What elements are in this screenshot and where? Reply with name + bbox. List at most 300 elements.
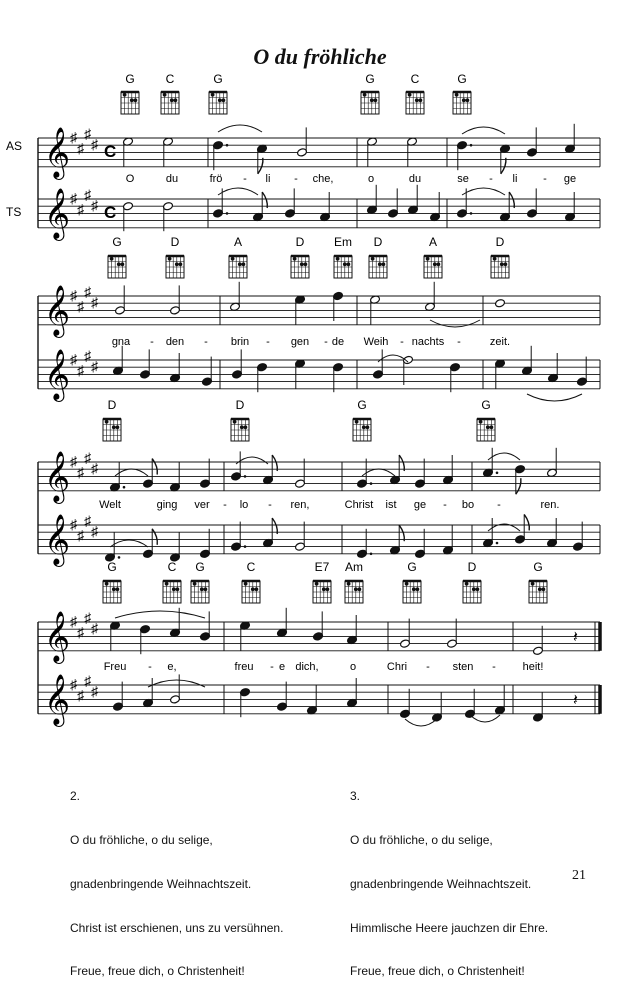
chord-diagram-icon <box>291 256 309 278</box>
finger-dot <box>315 582 319 586</box>
chord-diagram-icon <box>231 419 249 441</box>
slur <box>462 188 505 195</box>
note <box>170 674 181 704</box>
sharp-icon: ♯ <box>70 190 77 206</box>
note <box>367 137 378 167</box>
chord-symbol: D <box>495 235 505 249</box>
note <box>113 346 124 376</box>
finger-dot <box>433 262 437 266</box>
lyric-syllable: - <box>492 661 496 673</box>
sharp-icon: ♯ <box>91 683 98 700</box>
chord-symbol: D <box>235 398 245 412</box>
note-dot <box>370 482 373 485</box>
note <box>143 678 154 708</box>
lyric-syllable: du <box>408 173 422 185</box>
note <box>415 459 426 489</box>
chord-diagram-icon <box>163 581 181 603</box>
finger-dot <box>343 262 347 266</box>
slur <box>218 188 258 195</box>
lyric-syllable: sten <box>452 661 474 673</box>
note <box>333 363 344 393</box>
verse-line: Himmlische Heere jauchzen dir Ehre. <box>350 920 549 935</box>
chord-diagram-icon <box>313 581 331 603</box>
finger-dot <box>472 587 476 591</box>
lyric-syllable: - <box>204 336 208 348</box>
note <box>457 141 473 171</box>
note <box>140 349 151 379</box>
note <box>200 459 211 489</box>
slur <box>110 540 148 547</box>
note <box>390 455 405 485</box>
sharp-icon: ♯ <box>91 294 98 311</box>
note <box>533 692 544 722</box>
note <box>105 532 121 562</box>
finger-dot <box>476 587 480 591</box>
finger-dot <box>172 587 176 591</box>
note-dot <box>470 144 473 147</box>
lyric-syllable: zeit. <box>489 336 511 348</box>
note <box>495 359 506 389</box>
note <box>170 285 181 315</box>
sharp-icon: ♯ <box>84 125 91 142</box>
finger-dot <box>382 262 386 266</box>
note <box>500 192 515 222</box>
lyric-syllable: frö <box>209 173 223 185</box>
chord-symbol: G <box>357 398 367 412</box>
chord-diagram-icon <box>209 92 227 114</box>
chord-diagram-icon <box>406 92 424 114</box>
chord-symbol: A <box>233 235 243 249</box>
chord-symbol: C <box>165 72 175 86</box>
lyric-syllable: Freu <box>103 661 127 673</box>
note-flag <box>262 192 267 208</box>
chord-diagram-icon <box>161 92 179 114</box>
lyric-syllable: Welt <box>99 499 121 511</box>
note <box>495 685 506 715</box>
note-flag <box>516 478 521 494</box>
lyric-syllable: freu <box>234 661 254 673</box>
finger-dot <box>193 582 197 586</box>
note <box>457 188 473 218</box>
note <box>200 529 211 559</box>
note <box>432 692 443 722</box>
verse-line: O du fröhliche, o du selige, <box>350 832 493 847</box>
lyric-syllable: Weih <box>363 336 389 348</box>
lyric-syllable: lo <box>239 499 249 511</box>
verse-3 <box>350 760 548 994</box>
note <box>370 295 381 325</box>
finger-dot <box>121 262 125 266</box>
sharp-icon: ♯ <box>84 449 91 466</box>
note-dot <box>118 556 121 559</box>
lyric-syllable: - <box>148 661 152 673</box>
note <box>500 144 511 174</box>
lyric-syllable: - <box>294 173 298 185</box>
sharp-icon: ♯ <box>70 129 77 145</box>
finger-dot <box>170 98 174 102</box>
finger-dot <box>437 262 441 266</box>
finger-dot <box>426 257 430 261</box>
note-flag <box>272 455 277 471</box>
lyric-syllable: brin <box>230 336 250 348</box>
song-title: O du fröhliche <box>253 44 387 69</box>
chord-symbol: G <box>533 560 543 574</box>
sharp-icon: ♯ <box>77 139 84 156</box>
note <box>495 299 506 308</box>
note <box>110 621 121 651</box>
note <box>115 285 126 315</box>
finger-dot <box>378 262 382 266</box>
finger-dot <box>322 587 326 591</box>
chord-symbol: Am <box>345 560 363 574</box>
finger-dot <box>168 257 172 261</box>
finger-dot <box>105 582 109 586</box>
chord-symbol: E7 <box>314 560 330 574</box>
note-dot <box>496 542 499 545</box>
treble-clef-icon: 𝄞 <box>44 675 71 724</box>
clef-and-key <box>44 125 116 180</box>
note <box>357 459 373 489</box>
sharp-icon: ♯ <box>84 283 91 300</box>
note-flag <box>152 529 157 545</box>
finger-dot <box>251 587 255 591</box>
finger-dot <box>134 98 138 102</box>
finger-dot <box>358 587 362 591</box>
chord-diagram-icon <box>453 92 471 114</box>
finger-dot <box>200 587 204 591</box>
note <box>123 202 134 232</box>
finger-dot <box>408 93 412 97</box>
finger-dot <box>486 425 490 429</box>
verse-2 <box>70 760 283 994</box>
note-dot <box>226 212 229 215</box>
note <box>231 451 247 481</box>
finger-dot <box>176 587 180 591</box>
quarter-rest-icon: 𝄽 <box>573 629 578 646</box>
finger-dot <box>130 98 134 102</box>
quarter-rest-icon: 𝄽 <box>573 692 578 709</box>
finger-dot <box>231 257 235 261</box>
note <box>443 455 454 485</box>
chord-symbol: G <box>107 560 117 574</box>
lyric-syllable: dich, <box>295 661 319 673</box>
sharp-icon: ♯ <box>70 453 77 469</box>
finger-dot <box>179 262 183 266</box>
part-name: AS <box>6 139 23 153</box>
note-dot <box>123 486 126 489</box>
note <box>170 532 181 562</box>
note <box>313 611 324 641</box>
page-number: 21 <box>572 868 586 883</box>
finger-dot <box>238 262 242 266</box>
chord-symbol: G <box>481 398 491 412</box>
chord-diagram-icon <box>121 92 139 114</box>
lyric-syllable: o <box>367 173 375 185</box>
note <box>257 363 268 393</box>
note <box>425 282 436 312</box>
finger-dot <box>336 257 340 261</box>
sharp-icon: ♯ <box>91 620 98 637</box>
note <box>443 525 454 555</box>
lyric-syllable: ist <box>385 499 397 511</box>
note <box>297 127 308 157</box>
note <box>263 455 278 485</box>
chord-symbol: C <box>167 560 177 574</box>
finger-dot <box>455 93 459 97</box>
note <box>231 522 247 552</box>
finger-dot <box>415 98 419 102</box>
verse-line: Freue, freue dich, o Christenheit! <box>70 964 245 979</box>
chord-symbol: D <box>107 398 117 412</box>
lyric-syllable: e <box>278 661 286 673</box>
finger-dot <box>466 98 470 102</box>
note <box>295 295 306 325</box>
sharp-icon: ♯ <box>77 361 84 378</box>
lyric-syllable: - <box>457 336 461 348</box>
note <box>230 282 241 312</box>
finger-dot <box>304 262 308 266</box>
lyric-syllable: Christ <box>344 499 374 511</box>
note <box>213 141 229 171</box>
note <box>522 346 533 376</box>
verse-line: Christ ist erschienen, uns zu versühnen. <box>70 920 284 935</box>
note <box>200 611 211 641</box>
chord-diagram-icon <box>369 256 387 278</box>
finger-dot <box>110 257 114 261</box>
lyric-syllable: ren. <box>540 499 560 511</box>
lyric-syllable: du <box>165 173 179 185</box>
lyric-syllable: - <box>426 661 430 673</box>
note <box>547 518 558 548</box>
note <box>547 448 558 478</box>
chord-diagram-icon <box>491 256 509 278</box>
finger-dot <box>218 98 222 102</box>
note-dot <box>370 553 373 556</box>
sharp-icon: ♯ <box>70 351 77 367</box>
note <box>565 124 576 154</box>
lyric-syllable: den <box>165 336 185 348</box>
finger-dot <box>233 420 237 424</box>
sharp-icon: ♯ <box>77 526 84 543</box>
note <box>573 522 584 552</box>
sharp-icon: ♯ <box>84 609 91 626</box>
note <box>347 678 358 708</box>
note <box>400 689 411 719</box>
finger-dot <box>366 425 370 429</box>
slur <box>148 680 205 687</box>
lyric-syllable: se <box>457 173 469 185</box>
slur <box>488 453 520 460</box>
note <box>533 626 544 656</box>
finger-dot <box>112 425 116 429</box>
note <box>257 144 268 174</box>
lyric-syllable: li <box>512 173 518 185</box>
chord-diagram-icon <box>477 419 495 441</box>
finger-dot <box>112 587 116 591</box>
note <box>263 518 278 548</box>
note <box>232 349 243 379</box>
sharp-icon: ♯ <box>77 200 84 217</box>
finger-dot <box>355 420 359 424</box>
lyric-syllable: o <box>349 661 357 673</box>
slur <box>115 611 205 618</box>
note <box>253 192 268 222</box>
finger-dot <box>363 93 367 97</box>
note <box>390 525 405 555</box>
finger-dot <box>116 587 120 591</box>
finger-dot <box>255 587 259 591</box>
finger-dot <box>500 262 504 266</box>
note <box>295 522 306 552</box>
chord-diagram-icon <box>166 256 184 278</box>
note-flag <box>399 525 404 541</box>
finger-dot <box>412 587 416 591</box>
note-dot <box>244 545 247 548</box>
note-flag <box>258 158 263 174</box>
note <box>388 188 399 218</box>
note-dot <box>470 212 473 215</box>
clef-and-key <box>44 186 116 241</box>
verse-line: gnadenbringende Weihnachtszeit. <box>70 876 252 891</box>
note-flag <box>399 455 404 471</box>
sharp-icon: ♯ <box>77 297 84 314</box>
finger-dot <box>490 425 494 429</box>
note <box>170 462 181 492</box>
chord-diagram-icon <box>334 256 352 278</box>
note <box>577 357 588 387</box>
note <box>333 291 344 321</box>
time-signature: C <box>104 142 117 161</box>
chord-symbol: G <box>407 560 417 574</box>
note-flag <box>501 158 506 174</box>
finger-dot <box>204 587 208 591</box>
lyric-syllable: - <box>543 173 547 185</box>
lyric-syllable: - <box>223 499 227 511</box>
chord-symbol: G <box>365 72 375 86</box>
chord-symbol: D <box>170 235 180 249</box>
verse-line: gnadenbringende Weihnachtszeit. <box>350 876 532 891</box>
note <box>277 682 288 712</box>
sharp-icon: ♯ <box>77 623 84 640</box>
sharp-icon: ♯ <box>84 512 91 529</box>
finger-dot <box>419 98 423 102</box>
lyric-syllable: ging <box>156 499 178 511</box>
finger-dot <box>244 425 248 429</box>
note-flag <box>524 514 529 530</box>
finger-dot <box>326 587 330 591</box>
sharp-icon: ♯ <box>84 186 91 203</box>
chord-symbol: D <box>373 235 383 249</box>
note <box>400 619 411 649</box>
slur <box>462 127 505 134</box>
note <box>163 202 174 232</box>
lyric-syllable: - <box>489 173 493 185</box>
note-flag <box>509 192 514 208</box>
treble-clef-icon: 𝄞 <box>44 286 71 335</box>
slur <box>115 469 148 476</box>
verse-line: O du fröhliche, o du selige, <box>70 832 213 847</box>
note <box>240 621 251 651</box>
chord-diagram-icon <box>242 581 260 603</box>
lyric-syllable: bo <box>461 499 475 511</box>
finger-dot <box>117 262 121 266</box>
lyric-syllable: - <box>497 499 501 511</box>
note <box>548 353 559 383</box>
finger-dot <box>174 98 178 102</box>
lyric-syllable: ren, <box>290 499 310 511</box>
time-signature: C <box>104 203 117 222</box>
finger-dot <box>504 262 508 266</box>
chord-symbol: G <box>457 72 467 86</box>
note-flag <box>152 459 157 475</box>
note <box>295 459 306 489</box>
chord-symbol: A <box>428 235 438 249</box>
chord-diagram-icon <box>463 581 481 603</box>
finger-dot <box>244 582 248 586</box>
note <box>320 192 331 222</box>
finger-dot <box>175 262 179 266</box>
chord-symbol: C <box>246 560 256 574</box>
lyric-syllable: gna <box>111 336 131 348</box>
finger-dot <box>465 582 469 586</box>
sharp-icon: ♯ <box>70 516 77 532</box>
slur <box>430 320 480 327</box>
note <box>430 192 441 222</box>
part-name: TS <box>6 205 22 219</box>
finger-dot <box>240 425 244 429</box>
chord-diagram-icon <box>353 419 371 441</box>
note-dot <box>496 472 499 475</box>
note <box>140 625 151 655</box>
chord-symbol: G <box>195 560 205 574</box>
treble-clef-icon: 𝄞 <box>44 128 71 177</box>
verse-number: 3. <box>350 789 361 804</box>
note <box>307 685 318 715</box>
note <box>483 518 499 548</box>
chord-symbol: G <box>112 235 122 249</box>
finger-dot <box>374 98 378 102</box>
treble-clef-icon: 𝄞 <box>44 515 71 564</box>
slur <box>218 125 262 132</box>
note <box>347 615 358 645</box>
finger-dot <box>362 425 366 429</box>
note <box>565 192 576 222</box>
note-dot <box>226 144 229 147</box>
finger-dot <box>242 262 246 266</box>
note <box>527 127 538 157</box>
chord-symbol: Em <box>334 235 352 249</box>
sharp-icon: ♯ <box>84 672 91 689</box>
sharp-icon: ♯ <box>70 676 77 692</box>
finger-dot <box>542 587 546 591</box>
lyric-syllable: ver <box>194 499 210 511</box>
lyric-syllable: che, <box>312 173 334 185</box>
note <box>285 188 296 218</box>
note <box>170 353 181 383</box>
lyric-syllable: ge <box>413 499 427 511</box>
finger-dot <box>211 93 215 97</box>
sharp-icon: ♯ <box>91 523 98 540</box>
note <box>373 349 384 379</box>
lyric-syllable: - <box>266 336 270 348</box>
lyric-syllable: - <box>270 661 274 673</box>
slur <box>470 715 500 722</box>
note <box>515 465 526 495</box>
finger-dot <box>347 262 351 266</box>
note <box>277 608 288 638</box>
verse-number: 2. <box>70 789 81 804</box>
note <box>447 619 458 649</box>
